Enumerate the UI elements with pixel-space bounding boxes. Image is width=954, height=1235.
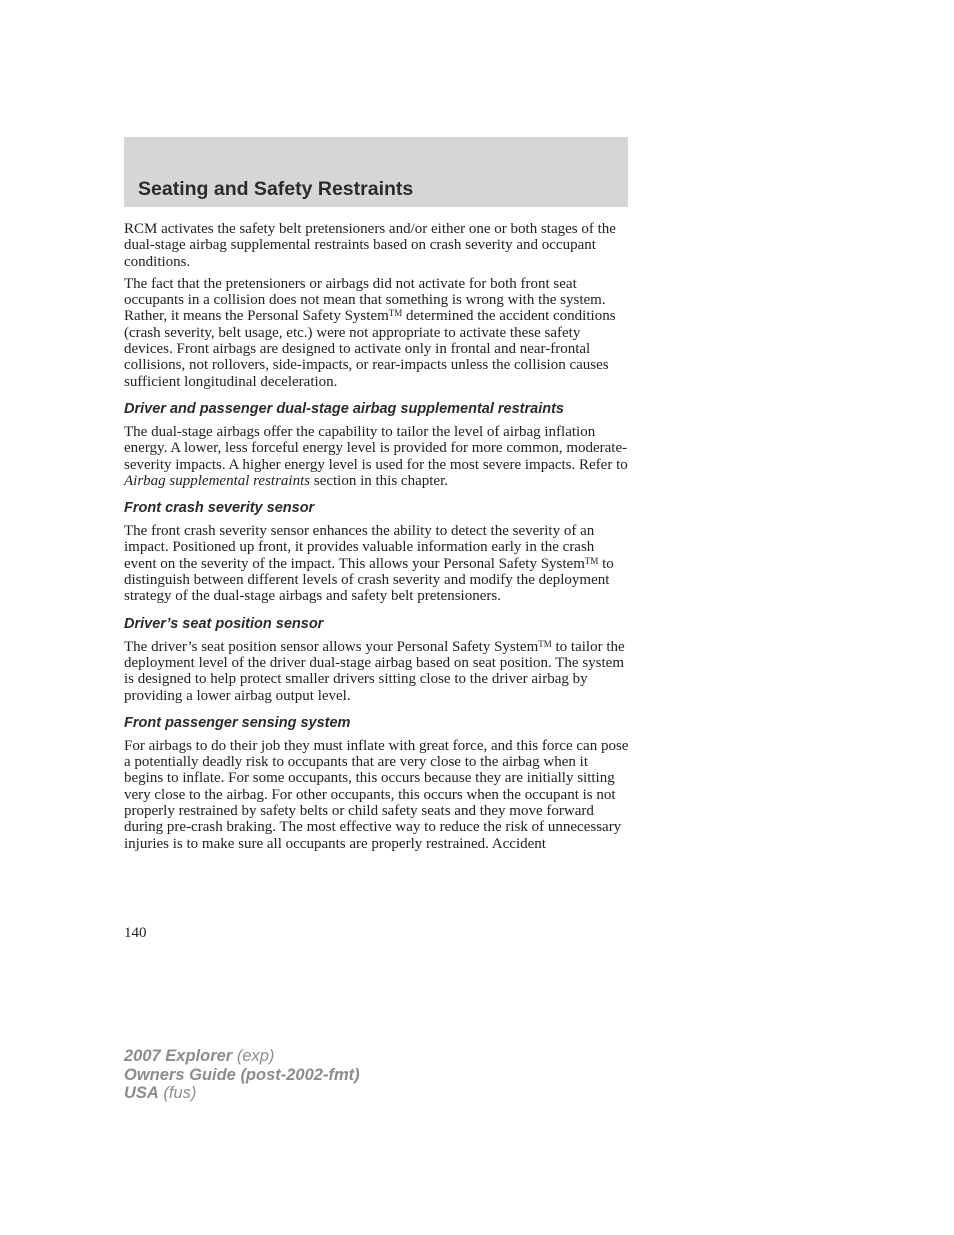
footer-line-market bbox=[124, 1084, 360, 1103]
paragraph-passenger-sensing bbox=[124, 738, 629, 852]
footer-model: 2007 Explorer bbox=[124, 1047, 233, 1065]
subheading-seat-position-sensor: Driver’s seat position sensor bbox=[124, 615, 324, 632]
paragraph-text: The fact that the pretensioners or airbags did not activate for both front seat occupants in a collision does not mean that something is wrong with the system. Rather, it means the Personal Safety System bbox=[124, 275, 606, 325]
paragraph-text: to distinguish between different levels of crash severity and modify the deployment strategy of the dual-stage airbags and safety belt pretensioners. bbox=[124, 555, 614, 605]
footer-market: USA bbox=[124, 1084, 159, 1102]
paragraph-not-activated bbox=[124, 276, 629, 390]
subheading-crash-severity-sensor: Front crash severity sensor bbox=[124, 500, 315, 517]
document-footer bbox=[124, 1047, 360, 1103]
trademark-mark: TM bbox=[584, 555, 599, 566]
paragraph-text: The driver’s seat position sensor allows your Personal Safety System bbox=[124, 638, 539, 655]
page-content bbox=[124, 221, 629, 858]
paragraph-crash-severity-sensor bbox=[124, 523, 629, 604]
section-header-bar bbox=[124, 137, 628, 207]
paragraph-text: The front crash severity sensor enhances the ability to detect the severity of an impact. Positioned up front, it provides valuable information early in the crash event on the severity of the impact. This allows your Personal Safety System bbox=[124, 523, 595, 572]
footer-market-code: (fus) bbox=[158, 1084, 197, 1102]
section-title: Seating and Safety Restraints bbox=[138, 178, 414, 200]
footer-line-model bbox=[124, 1047, 360, 1066]
paragraph-text: For airbags to do their job they must inflate with great force, and this force can pose a potentially deadly risk to occupants that are very close to the airbag when it begins to inflate. For some occupants, this occurs because they are initially sitting very close to the airbag. For other occupants, this occurs when the occupant is not properly restrained by safety belts or child safety seats and they move forward during pre-crash braking. The most effective way to reduce the risk of unnecessary injuries is to make sure all occupants are properly restrained. Accident bbox=[124, 737, 629, 852]
paragraph-text: determined the accident conditions (crash severity, belt usage, etc.) were not appropriate to activate these safety devices. Front airbags are designed to activate only in frontal and near-frontal collisions, not rollovers, side-impacts, or rear-impacts unless the collision causes sufficient longitudinal deceleration. bbox=[124, 308, 616, 390]
paragraph-rcm-activation bbox=[124, 221, 629, 270]
paragraph-seat-position-sensor bbox=[124, 639, 629, 704]
page-number: 140 bbox=[124, 925, 147, 941]
footer-model-code: (exp) bbox=[232, 1047, 275, 1065]
footer-guide: Owners Guide (post-2002-fmt) bbox=[124, 1065, 360, 1084]
subheading-passenger-sensing: Front passenger sensing system bbox=[124, 714, 351, 731]
trademark-mark: TM bbox=[388, 308, 403, 319]
subheading-dual-stage-airbag: Driver and passenger dual-stage airbag supplemental restraints bbox=[124, 400, 564, 417]
trademark-mark: TM bbox=[538, 638, 552, 649]
paragraph-dual-stage-airbag bbox=[124, 424, 629, 489]
cross-reference: Airbag supplemental restraints bbox=[124, 472, 311, 489]
paragraph-text: RCM activates the safety belt pretensioners and/or either one or both stages of the dual-stage airbag supplemental restraints based on crash severity and occupant conditions. bbox=[124, 221, 616, 270]
paragraph-text: The dual-stage airbags offer the capability to tailor the level of airbag inflation energy. A lower, less forceful energy level is provided for more common, moderate-severity impacts. A higher energy level is used for the most severe impacts. Refer to bbox=[124, 423, 628, 473]
footer-line-guide bbox=[124, 1066, 360, 1085]
paragraph-text: section in this chapter. bbox=[310, 472, 448, 489]
paragraph-text: to tailor the deployment level of the driver dual-stage airbag based on seat position. The system is designed to help protect smaller drivers sitting close to the driver airbag by providing a lower airbag output level. bbox=[124, 638, 625, 704]
